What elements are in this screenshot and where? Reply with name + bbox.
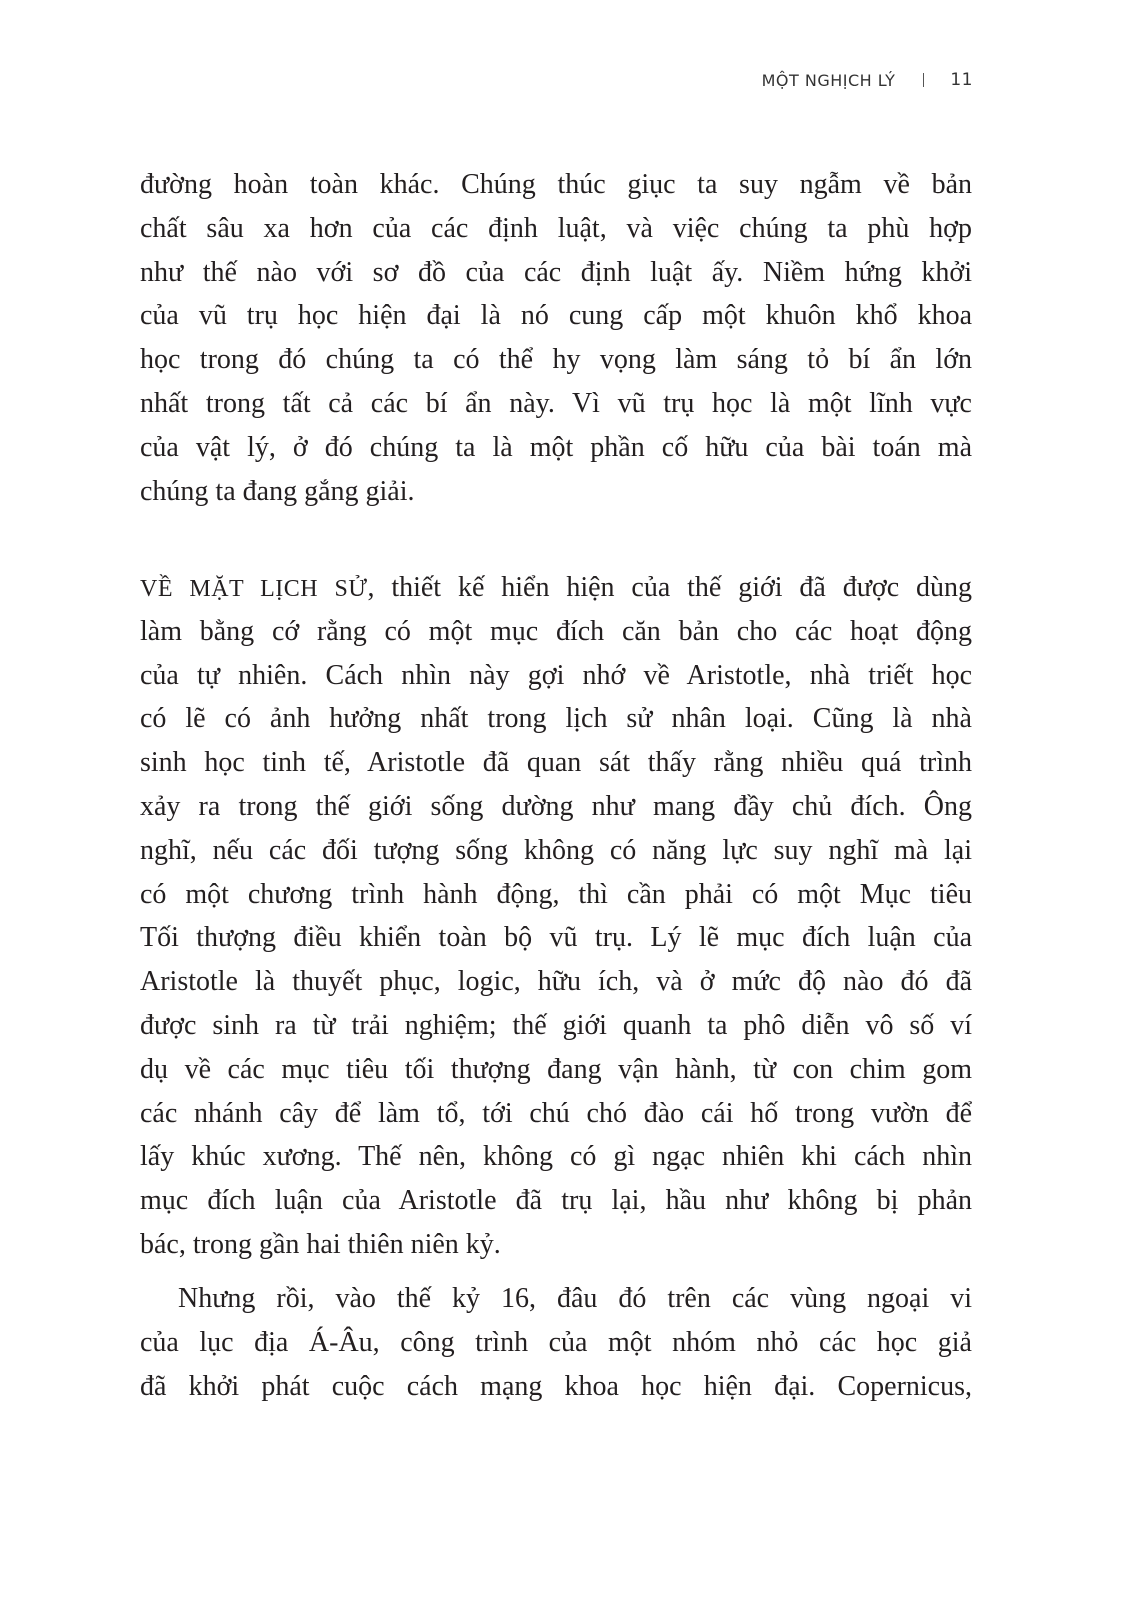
text-line: dụ về các mục tiêu tối thượng đang vận hành, từ con chim gom [140, 1053, 972, 1085]
text-line: của tự nhiên. Cách nhìn này gợi nhớ về Aristotle, nhà triết học [140, 659, 972, 691]
text-line [140, 566, 972, 610]
text-line: Aristotle là thuyết phục, logic, hữu ích, và ở mức độ nào đó đã [140, 966, 972, 998]
text-line: đã khởi phát cuộc cách mạng khoa học hiện đại. Copernicus, [140, 1370, 972, 1402]
text-line: xảy ra trong thế giới sống dường như mang đầy chủ đích. Ông [140, 790, 972, 822]
paragraph-2 [140, 566, 972, 1267]
text-line: học trong đó chúng ta có thể hy vọng làm sáng tỏ bí ẩn lớn [140, 344, 972, 376]
text-line: các nhánh cây để làm tổ, tới chú chó đào cái hố trong vườn để [140, 1097, 972, 1129]
text-line: như thế nào với sơ đồ của các định luật ấy. Niềm hứng khởi [140, 256, 972, 288]
text-line: có một chương trình hành động, thì cần phải có một Mục tiêu [140, 878, 972, 910]
paragraph-3 [140, 1277, 972, 1408]
page-number: 11 [950, 70, 973, 90]
paragraph-1 [140, 163, 972, 513]
text-line: của vũ trụ học hiện đại là nó cung cấp một khuôn khổ khoa [140, 300, 972, 332]
text-line: của vật lý, ở đó chúng ta là một phần cố hữu của bài toán mà [140, 431, 972, 463]
text-line: lấy khúc xương. Thế nên, không có gì ngạc nhiên khi cách nhìn [140, 1141, 972, 1173]
header-divider [923, 73, 924, 87]
text-line: đường hoàn toàn khác. Chúng thúc giục ta suy ngẫm về bản [140, 169, 972, 200]
text-line: nhất trong tất cả các bí ẩn này. Vì vũ trụ học là một lĩnh vực [140, 387, 972, 419]
lead-line-rest: , thiết kế hiển hiện của thế giới đã được dùng [367, 572, 972, 603]
text-line: Tối thượng điều khiển toàn bộ vũ trụ. Lý lẽ mục đích luận của [140, 922, 972, 954]
text-line: của lục địa Á-Âu, công trình của một nhóm nhỏ các học giả [140, 1326, 972, 1358]
text-line: chất sâu xa hơn của các định luật, và việc chúng ta phù hợp [140, 212, 972, 244]
text-line: Nhưng rồi, vào thế kỷ 16, đâu đó trên các vùng ngoại vi [178, 1283, 972, 1314]
running-header [762, 70, 973, 90]
text-line: mục đích luận của Aristotle đã trụ lại, hầu như không bị phản [140, 1185, 972, 1217]
text-line: được sinh ra từ trải nghiệm; thế giới quanh ta phô diễn vô số ví [140, 1009, 972, 1041]
text-line: sinh học tinh tế, Aristotle đã quan sát thấy rằng nhiều quá trình [140, 747, 972, 779]
section-lead-in: VỀ MẶT LỊCH SỬ [140, 576, 368, 602]
running-title: MỘT NGHỊCH LÝ [761, 70, 896, 90]
text-line: có lẽ có ảnh hưởng nhất trong lịch sử nhân loại. Cũng là nhà [140, 703, 972, 735]
text-line: làm bằng cớ rằng có một mục đích căn bản cho các hoạt động [140, 615, 972, 647]
text-line: nghĩ, nếu các đối tượng sống không có năng lực suy nghĩ mà lại [140, 834, 972, 866]
text-line: bác, trong gần hai thiên niên kỷ. [140, 1228, 501, 1260]
text-line: chúng ta đang gắng giải. [140, 475, 415, 507]
